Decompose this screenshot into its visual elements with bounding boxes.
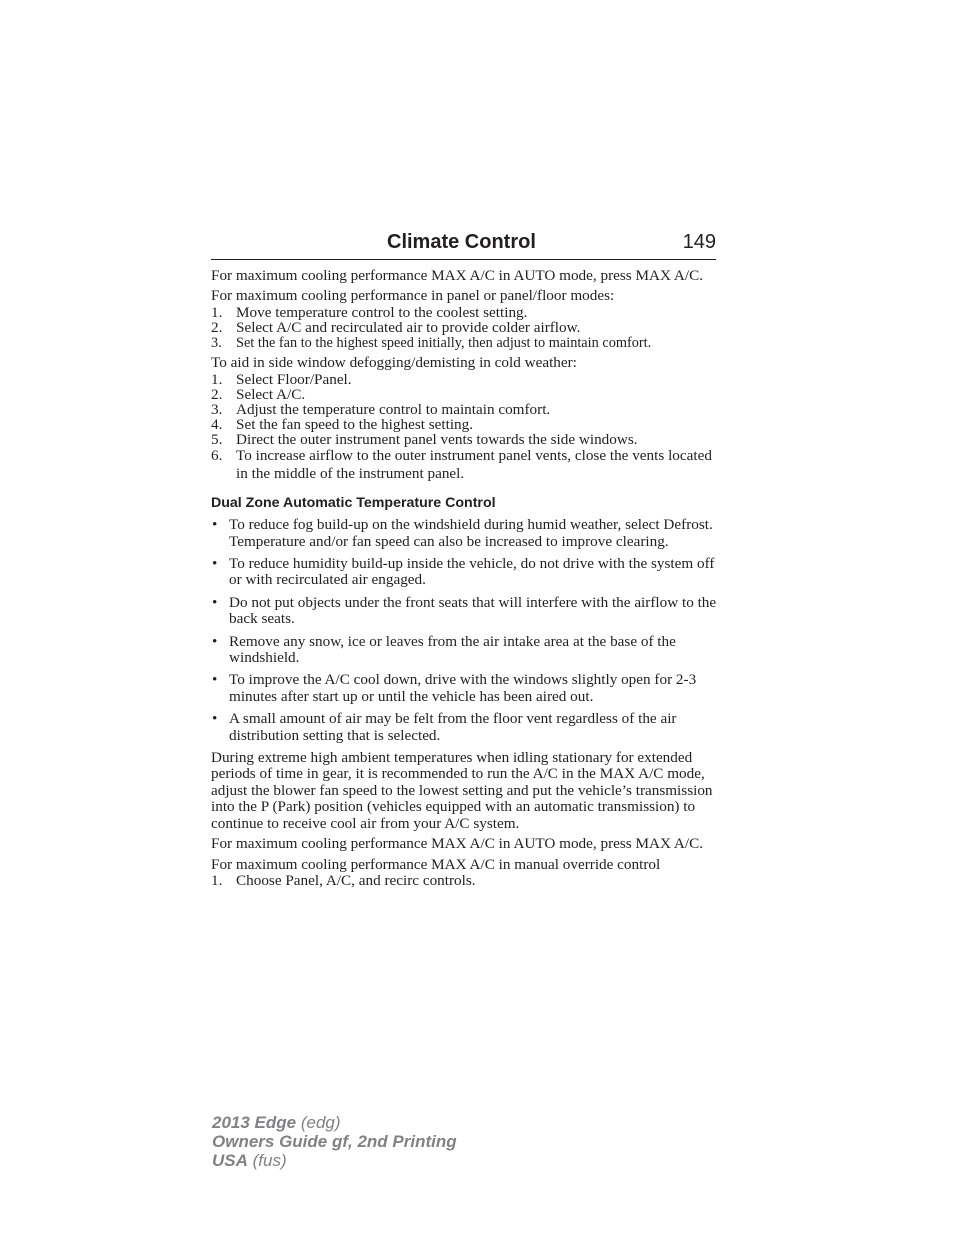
list-item-text: Select A/C and recirculated air to provide colder airflow. — [236, 318, 581, 336]
list-item-text: Set the fan speed to the highest setting. — [236, 415, 474, 433]
footer-market: USA — [212, 1151, 248, 1170]
bullet-item — [211, 634, 717, 667]
bullet-glyph: • — [212, 555, 218, 573]
numbered-list-manual — [211, 873, 717, 889]
bullet-list — [211, 517, 717, 744]
footer-guide: Owners Guide gf, 2nd Printing — [212, 1132, 457, 1151]
paragraph: For maximum cooling performance MAX A/C in manual override control — [211, 855, 661, 873]
page-header — [211, 229, 716, 260]
bullet-item — [211, 672, 717, 705]
bullet-item — [211, 595, 717, 628]
footer-line-market — [212, 1151, 457, 1170]
paragraph: During extreme high ambient temperatures when idling stationary for extended periods of time in gear, it is recommended to run the A/C in the MAX A/C mode, adjust the blower fan speed to the lowest setting and put the vehicle’s transmission into the P (Park) position (vehicles equipped with an automatic transmission) to continue to receive cool air from your A/C system. — [211, 749, 713, 832]
list-item-text: Choose Panel, A/C, and recirc controls. — [236, 871, 476, 889]
bullet-glyph: • — [212, 593, 218, 611]
list-item — [211, 447, 717, 482]
footer-market-code: (fus) — [247, 1151, 287, 1170]
paragraph: To aid in side window defogging/demisting in cold weather: — [211, 354, 577, 372]
paragraph: For maximum cooling performance MAX A/C in AUTO mode, press MAX A/C. — [211, 835, 704, 853]
list-item — [211, 320, 717, 336]
list-number: 3. — [211, 335, 222, 352]
list-number: 6. — [211, 447, 223, 465]
list-number: 4. — [211, 415, 223, 433]
list-number: 5. — [211, 430, 223, 448]
bullet-glyph: • — [212, 671, 218, 689]
list-item-text: Adjust the temperature control to maintain comfort. — [236, 400, 551, 418]
list-item-text: Move temperature control to the coolest setting. — [236, 303, 528, 321]
footer-line-model — [212, 1113, 457, 1132]
bullet-text: Remove any snow, ice or leaves from the air intake area at the base of the windshield. — [229, 632, 676, 667]
bullet-item — [211, 517, 717, 550]
list-item — [211, 873, 717, 889]
bullet-text: Do not put objects under the front seats that will interfere with the airflow to the back seats. — [229, 593, 717, 628]
list-number: 2. — [211, 385, 223, 403]
list-number: 2. — [211, 318, 223, 336]
list-item — [211, 335, 717, 351]
bullet-item — [211, 711, 717, 744]
bullet-text: To reduce humidity build-up inside the vehicle, do not drive with the system off or with recirculated air engaged. — [229, 555, 715, 589]
list-number: 3. — [211, 400, 223, 418]
footer-model: 2013 Edge — [212, 1113, 297, 1132]
list-number: 1. — [211, 871, 223, 889]
page-title: Climate Control — [387, 231, 536, 253]
bullet-glyph: • — [212, 516, 218, 534]
list-item-text: Select A/C. — [236, 385, 306, 403]
list-item — [211, 432, 717, 448]
page-number: 149 — [682, 231, 716, 253]
bullet-glyph: • — [212, 710, 218, 728]
bullet-item — [211, 556, 717, 589]
paragraph: For maximum cooling performance MAX A/C in AUTO mode, press MAX A/C. — [211, 267, 704, 284]
list-item-text: To increase airflow to the outer instrument panel vents, close the vents located in the middle of the instrument panel. — [236, 447, 712, 482]
list-item-text: Select Floor/Panel. — [236, 370, 352, 388]
list-item-text: Set the fan to the highest speed initially, then adjust to maintain comfort. — [236, 335, 652, 352]
bullet-text: To reduce fog build-up on the windshield during humid weather, select Defrost. Temperature and/or fan speed can also be increased to improve clearing. — [229, 516, 713, 550]
page-footer — [212, 1113, 457, 1170]
bullet-text: To improve the A/C cool down, drive with the windows slightly open for 2-3 minutes after start up or until the vehicle has been aired out. — [229, 671, 697, 705]
numbered-list-defogging — [211, 372, 717, 483]
page-body — [211, 268, 717, 893]
paragraph: For maximum cooling performance in panel or panel/floor modes: — [211, 287, 615, 305]
footer-model-code: (edg) — [296, 1113, 341, 1132]
list-number: 1. — [211, 370, 223, 388]
numbered-list-cooling — [211, 305, 717, 352]
bullet-glyph: • — [212, 632, 218, 650]
list-number: 1. — [211, 303, 223, 321]
bullet-text: A small amount of air may be felt from the floor vent regardless of the air distribution setting that is selected. — [229, 710, 677, 744]
section-heading: Dual Zone Automatic Temperature Control — [211, 494, 496, 511]
list-item-text: Direct the outer instrument panel vents towards the side windows. — [236, 430, 638, 448]
